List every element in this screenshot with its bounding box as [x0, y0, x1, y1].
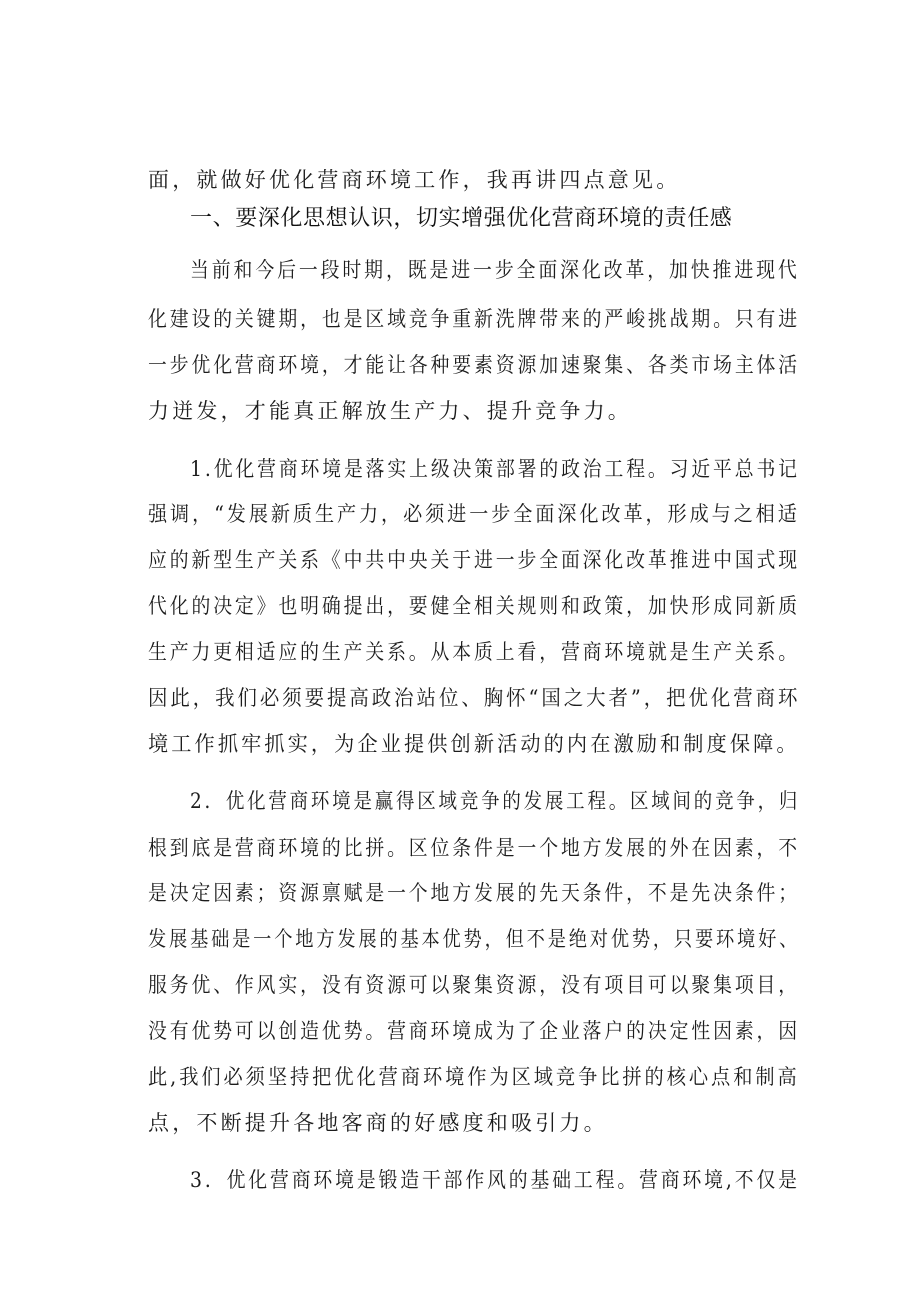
paragraph-3-line-7: 此,我们必须坚持把优化营商环境作为区域竞争比拼的核心点和制高 [148, 1065, 800, 1089]
paragraph-3-line-5: 服务优、作风实，没有资源可以聚集资源，没有项目可以聚集项目， [148, 973, 801, 997]
paragraph-1-line-2: 化建设的关键期，也是区域竞争重新洗牌带来的严峻挑战期。只有进 [148, 307, 801, 331]
paragraph-3-line-1: 2．优化营商环境是赢得区域竞争的发展工程。区域间的竞争，归 [190, 789, 801, 813]
paragraph-3-line-3: 是决定因素；资源禀赋是一个地方发展的先天条件，不是先决条件； [148, 881, 801, 905]
section-heading: 一、要深化思想认识，切实增强优化营商环境的责任感 [190, 206, 733, 231]
paragraph-3-line-4: 发展基础是一个地方发展的基本优势，但不是绝对优势，只要环境好、 [148, 927, 801, 951]
paragraph-2-line-3: 应的新型生产关系《中共中央关于进一步全面深化改革推进中国式现 [148, 548, 801, 572]
paragraph-1-line-1: 当前和今后一段时期，既是进一步全面深化改革，加快推进现代 [190, 258, 800, 282]
paragraph-intro-line: 面，就做好优化营商环境工作，我再讲四点意见。 [148, 168, 681, 192]
paragraph-1-line-4: 力迸发，才能真正解放生产力、提升竞争力。 [148, 399, 632, 423]
paragraph-2-line-7: 境工作抓牢抓实，为企业提供创新活动的内在激励和制度保障。 [148, 732, 800, 756]
paragraph-4-line-1: 3．优化营商环境是锻造干部作风的基础工程。营商环境,不仅是 [190, 1168, 800, 1192]
paragraph-3-line-8: 点，不断提升各地客商的好感度和吸引力。 [148, 1111, 608, 1135]
paragraph-2-line-6: 因此，我们必须要提高政治站位、胸怀“国之大者”，把优化营商环 [148, 686, 801, 710]
paragraph-1-line-3: 一步优化营商环境，才能让各种要素资源加速聚集、各类市场主体活 [148, 353, 801, 377]
paragraph-2-line-4: 代化的决定》也明确提出，要健全相关规则和政策，加快形成同新质 [148, 594, 801, 618]
paragraph-3-line-2: 根到底是营商环境的比拼。区位条件是一个地方发展的外在因素，不 [148, 836, 801, 860]
paragraph-2-line-2: 强调，“发展新质生产力，必须进一步全面深化改革，形成与之相适 [148, 502, 800, 526]
paragraph-2-line-1: 1.优化营商环境是落实上级决策部署的政治工程。习近平总书记 [190, 457, 800, 481]
paragraph-3-line-6: 没有优势可以创造优势。营商环境成为了企业落户的决定性因素，因 [148, 1019, 801, 1043]
paragraph-2-line-5: 生产力更相适应的生产关系。从本质上看，营商环境就是生产关系。 [148, 640, 801, 664]
